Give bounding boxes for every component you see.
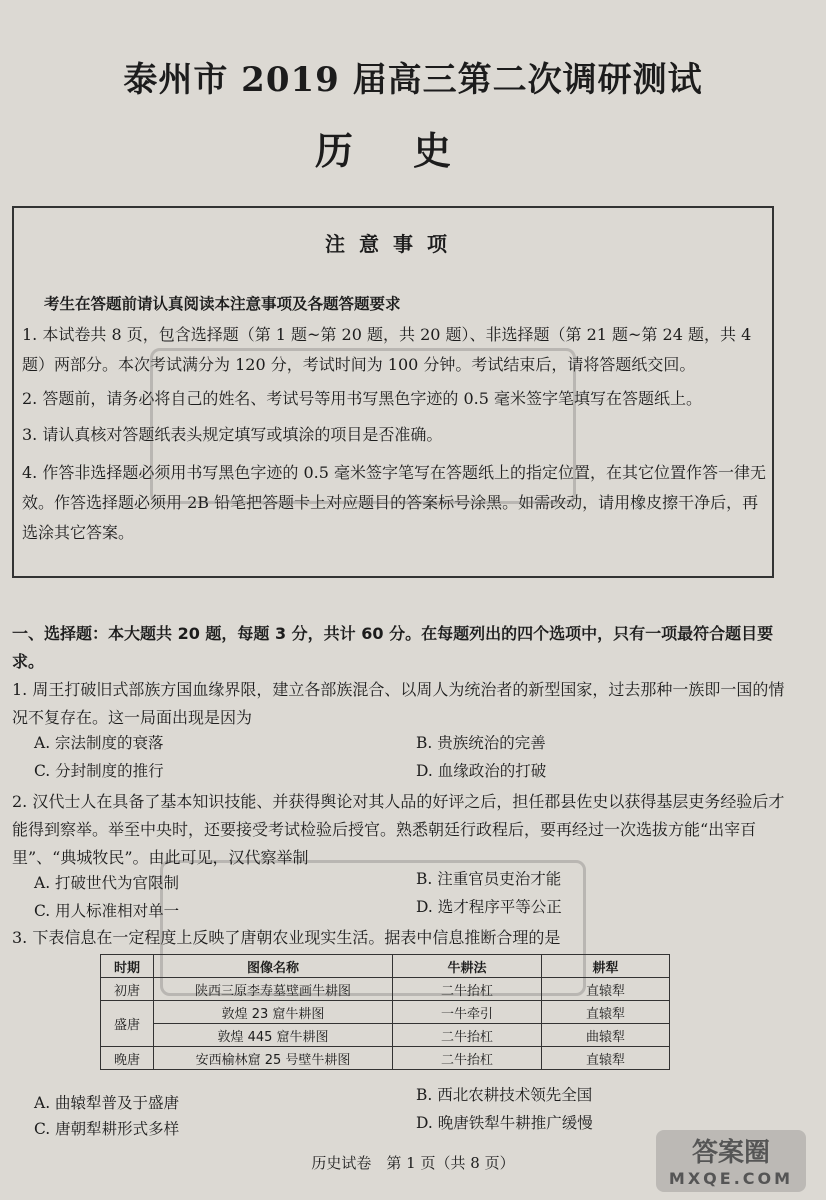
q3-option-c: C. 唐朝犁耕形式多样 [34,1120,180,1138]
page-footer: 历史试卷 第 1 页（共 8 页） [311,1154,515,1172]
notice-item-2: 2. 答题前，请务必将自己的姓名、考试号等用书写黑色字迹的 0.5 毫米签字笔填写在答题纸上。 [22,389,702,408]
question-1-stem: 1. 周王打破旧式部族方国血缘界限，建立各部族混合、以周人为统治者的新型国家，过去那种一族即一国的情况不复存在。这一局面出现是因为 [12,680,785,727]
table-row [101,1047,670,1070]
notice-item-4: 4. 作答非选择题必须用书写黑色字迹的 0.5 毫米签字笔写在答题纸上的指定位置，在其它位置作答一律无效。作答选择题必须用 2B 铅笔把答题卡上对应题目的答案标号涂黑。如需改动，请用橡皮擦干净后，再选涂其它答案。 [22,463,766,542]
q2-option-d: D. 选才程序平等公正 [416,898,562,916]
q1-option-d: D. 血缘政治的打破 [416,762,547,780]
plow-cell: 直辕犁 [542,1001,670,1024]
q1-option-b: B. 贵族统治的完善 [416,734,546,752]
q1-option-c: C. 分封制度的推行 [34,762,164,780]
watermark-bottom-text: MXQE.COM [668,1169,794,1188]
question-2-stem: 2. 汉代士人在具备了基本知识技能、并获得舆论对其人品的好评之后，担任郡县佐史以获得基层吏务经验后才能得到察举。举至中央时，还要接受考试检验后授官。熟悉朝廷行政程后，要再经过一次选拔方能“出宰百里”、“典城牧民”。由此可见，汉代察举制 [12,792,785,867]
method-cell: 二牛抬杠 [393,978,542,1001]
notice-title: 注意事项 [325,232,461,256]
method-cell: 一牛牵引 [393,1001,542,1024]
plow-cell: 直辕犁 [542,1047,670,1070]
period-cell: 初唐 [101,978,154,1001]
q3-option-d: D. 晚唐铁犁牛耕推广缓慢 [416,1114,593,1132]
table-row [101,1024,670,1047]
site-watermark-logo [656,1130,806,1192]
image-name-cell: 陕西三原李寿墓壁画牛耕图 [154,978,393,1001]
image-name-cell: 敦煌 23 窟牛耕图 [154,1001,393,1024]
plow-cell: 直辕犁 [542,978,670,1001]
period-cell: 盛唐 [101,1001,154,1047]
watermark-stamp [150,348,576,504]
period-cell: 晚唐 [101,1047,154,1070]
notice-item-1: 1. 本试卷共 8 页，包含选择题（第 1 题~第 20 题，共 20 题）、非选择题（第 21 题~第 24 题，共 4 题）两部分。本次考试满分为 120 分，考试时间为 100 分钟。考试结束后，请将答题纸交回。 [22,325,752,374]
q3-option-b: B. 西北农耕技术领先全国 [416,1086,593,1104]
notice-lead: 考生在答题前请认真阅读本注意事项及各题答题要求 [44,295,401,313]
q2-option-a: A. 打破世代为官限制 [34,874,180,892]
farming-info-table [100,954,670,1070]
table-header: 图像名称 [154,955,393,978]
q1-option-a: A. 宗法制度的衰落 [34,734,164,752]
question-3-stem: 3. 下表信息在一定程度上反映了唐朝农业现实生活。据表中信息推断合理的是 [12,928,561,947]
q3-option-a: A. 曲辕犁普及于盛唐 [34,1094,180,1112]
method-cell: 二牛抬杠 [393,1024,542,1047]
method-cell: 二牛抬杠 [393,1047,542,1070]
plow-cell: 曲辕犁 [542,1024,670,1047]
table-row [101,978,670,1001]
image-name-cell: 安西榆林窟 25 号壁牛耕图 [154,1047,393,1070]
watermark-top-text: 答案圈 [691,1138,770,1168]
table-row [101,1001,670,1024]
subject-title: 历史 [314,128,511,173]
q2-option-b: B. 注重官员吏治才能 [416,870,562,888]
q2-option-c: C. 用人标准相对单一 [34,902,180,920]
exam-title: 泰州市 2019 届高三第二次调研测试 [123,60,703,100]
notice-item-3: 3. 请认真核对答题纸表头规定填写或填涂的项目是否准确。 [22,425,443,444]
image-name-cell: 敦煌 445 窟牛耕图 [154,1024,393,1047]
table-header: 时期 [101,955,154,978]
section-heading: 一、选择题：本大题共 20 题，每题 3 分，共计 60 分。在每题列出的四个选项中，只有一项最符合题目要求。 [12,624,774,671]
table-header: 牛耕法 [393,955,542,978]
table-header: 耕犁 [542,955,670,978]
